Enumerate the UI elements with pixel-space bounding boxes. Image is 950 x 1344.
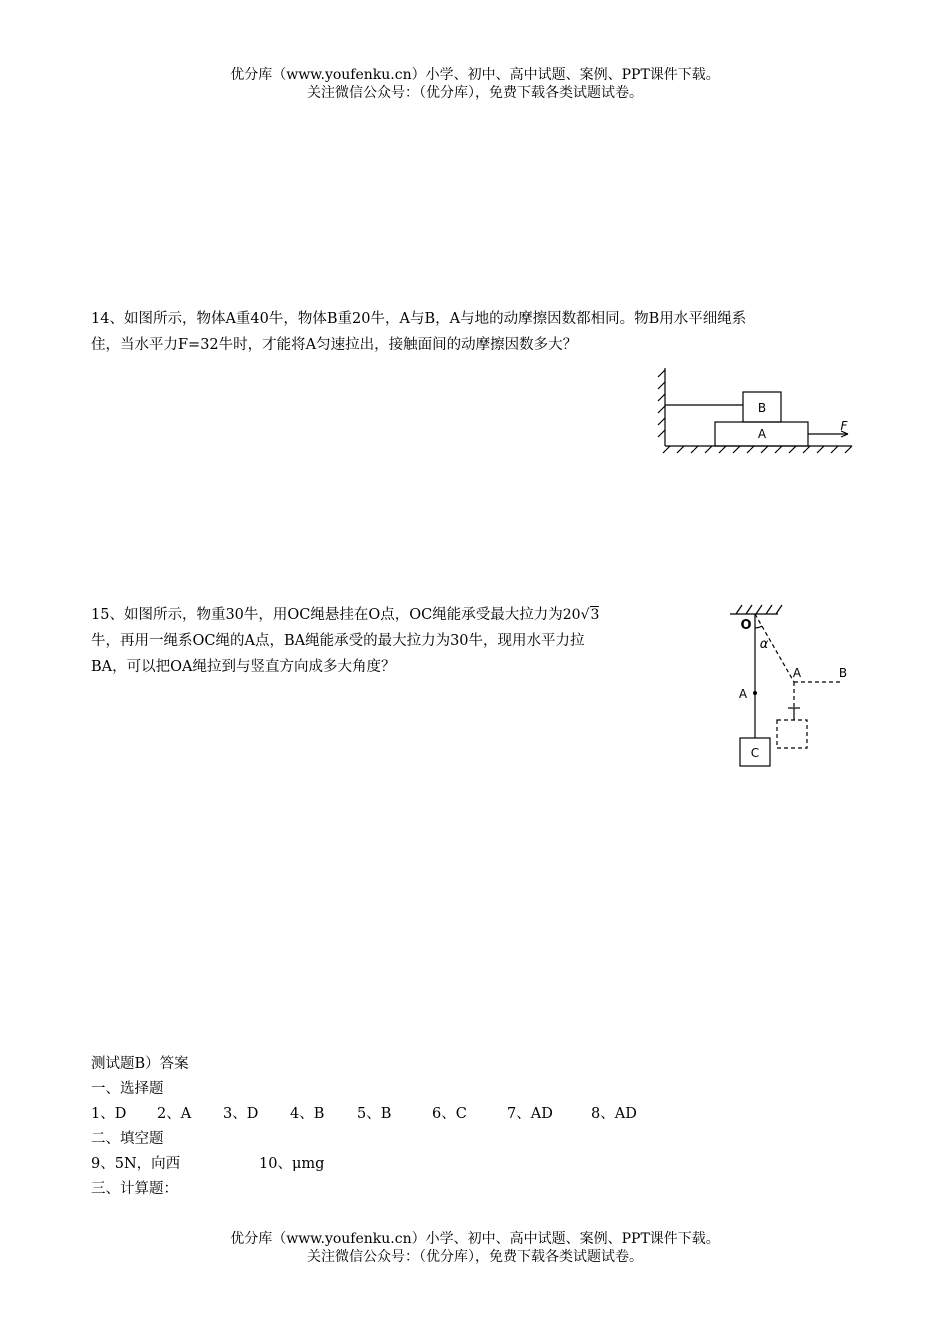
answer-title: 测试题B）答案: [91, 1056, 189, 1072]
page-header: [0, 66, 950, 102]
choice-answer: 7、AD: [507, 1106, 553, 1122]
section-calc-heading: 三、计算题：: [91, 1181, 178, 1197]
question-15-line-3: BA，可以把OA绳拉到与竖直方向成多大角度？: [91, 659, 396, 675]
fill-answer: 9、5N，向西: [91, 1156, 181, 1172]
label-c: C: [750, 746, 760, 760]
fill-answers: [91, 1152, 637, 1177]
question-15-line-2: 牛，再用一绳系OC绳的A点，BA绳能承受的最大拉力为30牛，现用水平力拉: [91, 633, 585, 649]
max-tension-value: 20√3: [562, 607, 600, 623]
choice-answer: 1、D: [91, 1106, 127, 1122]
label-o: O: [740, 618, 752, 633]
header-line-2: 关注微信公众号：（优分库），免费下载各类试题试卷。: [307, 85, 643, 101]
fill-answer: 10、μmg: [259, 1156, 325, 1172]
point-a: [753, 691, 757, 695]
section-choice-heading: 一、选择题: [91, 1081, 164, 1097]
question-14-figure: [652, 360, 862, 456]
question-15-line-1: 15、如图所示，物重30牛，用OC绳悬挂在O点，OC绳能承受最大拉力为20√3: [91, 607, 600, 623]
choice-answer: 4、B: [290, 1106, 325, 1122]
choice-answers: [91, 1102, 637, 1127]
question-14: [91, 306, 746, 358]
label-a: A: [738, 687, 748, 701]
label-f: F: [840, 419, 848, 433]
label-b: B: [838, 666, 848, 680]
label-b: B: [757, 401, 767, 415]
choice-answer: 6、C: [432, 1106, 467, 1122]
answer-section: [91, 1052, 637, 1202]
footer-line-1: 优分库（www.youfenku.cn）小学、初中、高中试题、案例、PPT课件下载。: [230, 1231, 720, 1247]
block-c-moved: [777, 720, 807, 748]
section-fill-heading: 二、填空题: [91, 1131, 164, 1147]
choice-answer: 3、D: [223, 1106, 259, 1122]
choice-answer: 8、AD: [591, 1106, 637, 1122]
question-15-figure: [722, 596, 862, 772]
label-a-moved: A: [792, 666, 802, 680]
header-line-1: 优分库（www.youfenku.cn）小学、初中、高中试题、案例、PPT课件下载。: [230, 67, 720, 83]
choice-answer: 5、B: [357, 1106, 392, 1122]
question-14-line-2: 住，当水平力F=32牛时，才能将A匀速拉出，接触面间的动摩擦因数多大？: [91, 337, 578, 353]
choice-answer: 2、A: [157, 1106, 192, 1122]
question-14-line-1: 14、如图所示，物体A重40牛，物体B重20牛，A与B，A与地的动摩擦因数都相同。物B用水平细绳系: [91, 311, 747, 327]
question-15: [91, 602, 599, 680]
footer-line-2: 关注微信公众号：（优分库），免费下载各类试题试卷。: [307, 1249, 643, 1265]
label-alpha: α: [759, 637, 769, 652]
page-footer: [0, 1230, 950, 1266]
label-a: A: [757, 427, 767, 441]
